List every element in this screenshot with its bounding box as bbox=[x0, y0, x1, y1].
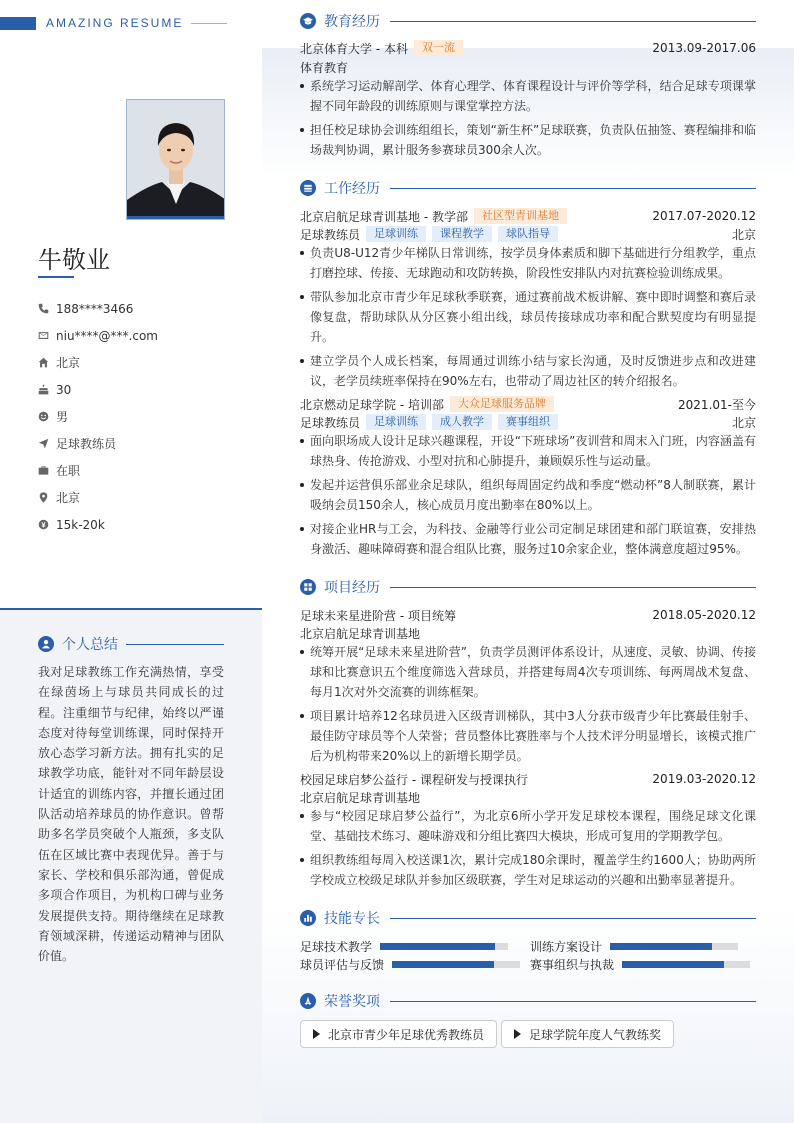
info-email-text: niu****@***.com bbox=[56, 328, 158, 343]
honor-item bbox=[501, 1020, 674, 1048]
info-status bbox=[38, 457, 248, 484]
info-gender-text: 男 bbox=[56, 410, 69, 424]
play-arrow-icon bbox=[313, 1029, 320, 1039]
education-heading bbox=[300, 12, 756, 30]
play-arrow-icon bbox=[514, 1029, 521, 1039]
project-name: 足球未来星进阶营 - 项目统筹 bbox=[300, 608, 456, 623]
info-phone-text: 188****3466 bbox=[56, 301, 134, 316]
education-period: 2013.09-2017.06 bbox=[652, 41, 756, 55]
job-skill-tag: 足球训练 bbox=[366, 226, 426, 242]
projects-title: 项目经历 bbox=[324, 580, 380, 596]
skill-name: 赛事组织与执裁 bbox=[530, 957, 615, 972]
contact-info bbox=[38, 295, 248, 538]
brand-header bbox=[0, 16, 227, 30]
info-location-text: 北京 bbox=[56, 491, 81, 505]
info-email bbox=[38, 322, 248, 349]
info-home bbox=[38, 349, 248, 376]
mail-icon bbox=[38, 330, 56, 341]
graduation-cap-icon bbox=[300, 13, 316, 29]
project-org-row bbox=[300, 624, 756, 642]
education-title: 教育经历 bbox=[324, 14, 380, 30]
info-position bbox=[38, 430, 248, 457]
project-bullet: 组织教练组每周入校送课1次，累计完成180余课时，覆盖学生约1600人；协助两所学校成立校级足球队并参加区级联赛，学生对足球运动的兴趣和出勤率显著提升。 bbox=[300, 850, 756, 890]
project-org-row bbox=[300, 788, 756, 806]
job-skill-tag: 成人教学 bbox=[432, 414, 492, 430]
candidate-name: 牛敬业 bbox=[38, 246, 110, 274]
info-gender bbox=[38, 403, 248, 430]
job-tag: 大众足球服务品牌 bbox=[450, 396, 554, 412]
info-age-text: 30 bbox=[56, 382, 72, 397]
job-bullet: 发起并运营俱乐部业余足球队，组织每周固定约战和季度“燃动杯”8人制联赛，累计吸纳会员150余人，核心成员月度出勤率在80%以上。 bbox=[300, 475, 756, 515]
brand-bar bbox=[0, 17, 36, 30]
user-icon bbox=[38, 636, 54, 652]
skills-title: 技能专长 bbox=[324, 911, 380, 927]
name-underline bbox=[38, 276, 74, 278]
skill-fill bbox=[392, 961, 494, 968]
job-skill-tag: 课程教学 bbox=[432, 226, 492, 242]
gender-icon bbox=[38, 411, 56, 422]
skill-bar bbox=[380, 943, 508, 950]
project-header-row bbox=[300, 606, 756, 624]
job-skill-tag: 球队指导 bbox=[498, 226, 558, 242]
education-bullet: 系统学习运动解剖学、体育心理学、体育课程设计与评价等学科，结合足球专项课掌握不同年龄段的训练原则与课堂掌控方法。 bbox=[300, 76, 756, 116]
project-name: 校园足球启梦公益行 - 课程研发与授课执行 bbox=[300, 772, 528, 787]
skill-item bbox=[530, 956, 750, 972]
brand-title: AMAZING RESUME bbox=[46, 16, 184, 30]
brand-line bbox=[191, 23, 227, 24]
honor-label: 北京市青少年足球优秀教练员 bbox=[328, 1027, 485, 1042]
skill-bar bbox=[610, 943, 738, 950]
honors-list bbox=[300, 1020, 674, 1048]
job-period: 2021.01-至今 bbox=[678, 397, 756, 412]
education-bullets bbox=[300, 76, 756, 164]
project-period: 2018.05-2020.12 bbox=[652, 608, 756, 622]
skill-name: 足球技术教学 bbox=[300, 939, 373, 954]
honor-item bbox=[300, 1020, 497, 1048]
summary-title-line bbox=[126, 644, 224, 645]
info-phone bbox=[38, 295, 248, 322]
home-icon bbox=[38, 357, 56, 368]
job-period: 2017.07-2020.12 bbox=[652, 209, 756, 223]
info-salary bbox=[38, 511, 248, 538]
location-icon bbox=[38, 492, 56, 503]
honors-heading bbox=[300, 992, 756, 1010]
job-tag: 社区型青训基地 bbox=[474, 208, 567, 224]
grid-icon bbox=[300, 579, 316, 595]
job-city: 北京 bbox=[731, 227, 756, 242]
briefcase-icon bbox=[38, 465, 56, 476]
job-company: 北京启航足球青训基地 - 教学部 bbox=[300, 209, 468, 224]
info-position-text: 足球教练员 bbox=[56, 437, 117, 451]
phone-icon bbox=[38, 303, 56, 314]
job-bullets bbox=[300, 243, 756, 395]
work-title: 工作经历 bbox=[324, 181, 380, 197]
work-heading bbox=[300, 179, 756, 197]
skill-fill bbox=[622, 961, 724, 968]
profile-photo bbox=[126, 99, 225, 220]
job-bullet: 对接企业HR与工会，为科技、金融等行业公司定制足球团建和部门联谊赛，安排热身激活、趣味障碍赛和混合组队比赛，服务过10余家企业，整体满意度超过95%。 bbox=[300, 519, 756, 559]
education-header-row bbox=[300, 39, 756, 57]
job-header-row bbox=[300, 207, 756, 225]
sidebar bbox=[0, 0, 262, 1123]
info-status-text: 在职 bbox=[56, 464, 81, 478]
job-skill-tag: 赛事组织 bbox=[498, 414, 558, 430]
honor-label: 足球学院年度人气教练奖 bbox=[529, 1027, 662, 1042]
skill-name: 训练方案设计 bbox=[530, 939, 603, 954]
job-role-row bbox=[300, 225, 756, 243]
education-major-row bbox=[300, 58, 756, 76]
job-role: 足球教练员 bbox=[300, 415, 361, 430]
info-age bbox=[38, 376, 248, 403]
summary-text: 我对足球教练工作充满热情，享受在绿茵场上与球员共同成长的过程。注重细节与纪律，始终以严谨态度对待每堂训练课，同时保持开放心态学习新方法。拥有扎实的足球教学功底，能针对不同年龄层设计适宜的训练内容，并擅长通过团队活动培养球员的协作意识。曾帮助多名学员突破个人瓶颈，多支队伍在区域比赛中表现优异。善于与家长、学校和俱乐部沟通，曾促成多项合作项目，为机构口碑与业务发展提供支持。期待继续在足球教育领域深耕，传递运动精神与团队价值。 bbox=[38, 665, 224, 964]
education-tag: 双一流 bbox=[414, 40, 463, 56]
job-header-row bbox=[300, 395, 756, 413]
skill-name: 球员评估与反馈 bbox=[300, 957, 385, 972]
project-org: 北京启航足球青训基地 bbox=[300, 626, 421, 641]
award-icon bbox=[300, 993, 316, 1009]
skill-fill bbox=[610, 943, 712, 950]
project-bullets bbox=[300, 806, 756, 894]
job-bullet: 带队参加北京市青少年足球秋季联赛，通过赛前战术板讲解、赛中即时调整和赛后录像复盘，帮助球队从分区赛小组出线，球员传接球成功率和配合默契度均有明显提升。 bbox=[300, 287, 756, 347]
info-home-text: 北京 bbox=[56, 356, 81, 370]
skills-heading bbox=[300, 909, 756, 927]
project-bullet: 统筹开展“足球未来星进阶营”，负责学员测评体系设计，从速度、灵敏、协调、传接球和比赛意识五个维度筛选入营球员，并搭建每周4次专项训练、每两周战术复盘、每月1次对外交流赛的训练框架。 bbox=[300, 642, 756, 702]
skill-bar bbox=[392, 961, 520, 968]
honors-title: 荣誉奖项 bbox=[324, 994, 380, 1010]
job-bullet: 面向职场成人设计足球兴趣课程，开设“下班球场”夜训营和周末入门班，内容涵盖有球热身、传抢游戏、小型对抗和心肺提升，兼顾娱乐性与运动量。 bbox=[300, 431, 756, 471]
project-org: 北京启航足球青训基地 bbox=[300, 790, 421, 805]
job-bullets bbox=[300, 431, 756, 563]
photo-underline bbox=[127, 216, 225, 219]
education-bullet: 担任校足球协会训练组组长，策划“新生杯”足球联赛，负责队伍抽签、赛程编排和临场裁判协调，累计服务参赛球员300余人次。 bbox=[300, 120, 756, 160]
project-bullets bbox=[300, 642, 756, 770]
summary-heading bbox=[38, 634, 224, 654]
job-role: 足球教练员 bbox=[300, 227, 361, 242]
info-location bbox=[38, 484, 248, 511]
education-school: 北京体育大学 - 本科 bbox=[300, 41, 408, 56]
skill-item bbox=[300, 938, 508, 954]
send-icon bbox=[38, 438, 56, 449]
education-major: 体育教育 bbox=[300, 60, 349, 75]
work-title-line bbox=[390, 188, 756, 189]
project-header-row bbox=[300, 770, 756, 788]
skill-item bbox=[530, 938, 738, 954]
job-city: 北京 bbox=[731, 415, 756, 430]
job-skill-tag: 足球训练 bbox=[366, 414, 426, 430]
project-period: 2019.03-2020.12 bbox=[652, 772, 756, 786]
job-company: 北京燃动足球学院 - 培训部 bbox=[300, 397, 444, 412]
skill-bar bbox=[622, 961, 750, 968]
stack-icon bbox=[300, 180, 316, 196]
salary-icon bbox=[38, 519, 56, 530]
summary-title: 个人总结 bbox=[62, 637, 118, 653]
education-title-line bbox=[390, 21, 756, 22]
job-role-row bbox=[300, 413, 756, 431]
project-bullet: 参与“校园足球启梦公益行”，为北京6所小学开发足球校本课程，围绕足球文化课堂、基础技术练习、趣味游戏和分组比赛四大模块，形成可复用的学期教学包。 bbox=[300, 806, 756, 846]
job-bullet: 负责U8-U12青少年梯队日常训练，按学员身体素质和脚下基础进行分组教学，重点打磨控球、传接、无球跑动和攻防转换，阶段性安排队内对抗赛检验训练成果。 bbox=[300, 243, 756, 283]
skill-item bbox=[300, 956, 520, 972]
honors-title-line bbox=[390, 1001, 756, 1002]
cake-icon bbox=[38, 384, 56, 395]
projects-heading bbox=[300, 578, 756, 596]
project-bullet: 项目累计培养12名球员进入区级青训梯队，其中3人分获市级青少年比赛最佳射手、最佳防守球员等个人荣誉；营员整体比赛胜率与个人技术评分明显增长，该模式推广后为机构带来20%以上的新增长期学员。 bbox=[300, 706, 756, 766]
bar-chart-icon bbox=[300, 910, 316, 926]
skills-title-line bbox=[390, 918, 756, 919]
info-salary-text: 15k-20k bbox=[56, 517, 105, 532]
portrait-image bbox=[127, 100, 225, 220]
skill-fill bbox=[380, 943, 495, 950]
job-bullet: 建立学员个人成长档案，每周通过训练小结与家长沟通，及时反馈进步点和改进建议，老学员续班率保持在90%左右，也带动了周边社区的转介绍报名。 bbox=[300, 351, 756, 391]
projects-title-line bbox=[390, 587, 756, 588]
